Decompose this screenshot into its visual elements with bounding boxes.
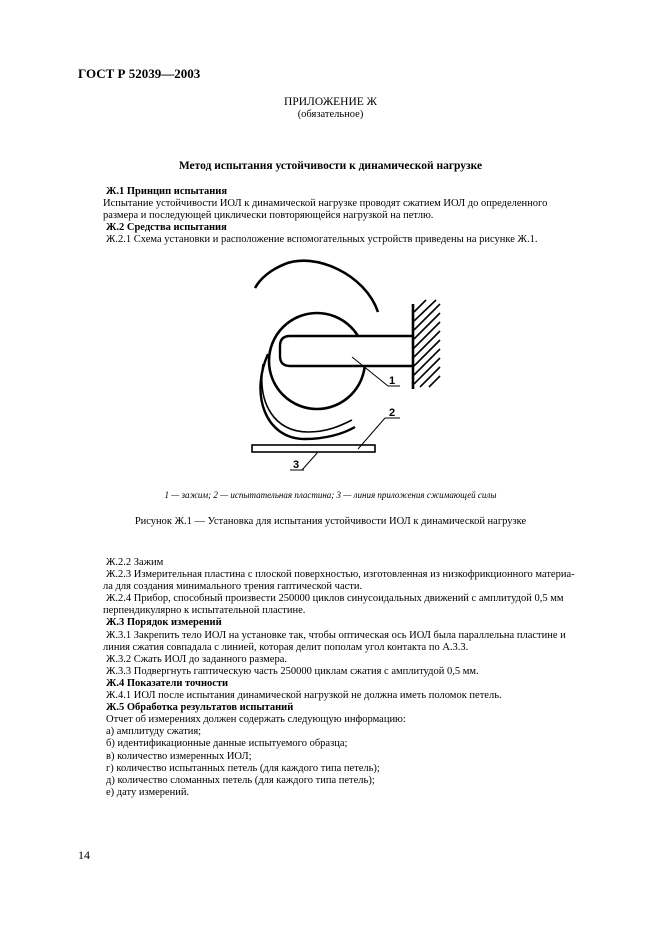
- section-1-text-line-1: Испытание устойчивости ИОЛ к динамической нагрузке проводят сжатием ИОЛ до определенного: [103, 198, 548, 210]
- page-number: 14: [78, 848, 90, 862]
- wall-hatching: [414, 300, 440, 387]
- paragraph-zh-3-2: Ж.3.2 Сжать ИОЛ до заданного размера.: [106, 653, 288, 665]
- paragraph-zh-2-4-line-2: перпендикулярно к испытательной пластине.: [103, 605, 306, 617]
- section-title: Метод испытания устойчивости к динамической нагрузке: [178, 160, 483, 172]
- section-3-heading: Ж.3 Порядок измерений: [106, 617, 222, 629]
- section-4-heading: Ж.4 Показатели точности: [106, 677, 229, 689]
- section-5-heading: Ж.5 Обработка результатов испытаний: [106, 702, 294, 714]
- section-2-continued: [103, 557, 615, 799]
- annex-title: ПРИЛОЖЕНИЕ Ж: [284, 96, 377, 108]
- list-item: а) амплитуду сжатия;: [106, 726, 202, 738]
- figure-caption: Рисунок Ж.1 — Установка для испытания устойчивости ИОЛ к динамической нагрузке: [134, 516, 527, 527]
- leader-line-3: [302, 452, 318, 470]
- clamp: [280, 336, 413, 366]
- paragraph-zh-2-1: Ж.2.1 Схема установки и расположение вспомогательных устройств приведены на рисунке Ж.1.: [106, 234, 538, 246]
- list-item: г) количество испытанных петель (для каждого типа петель);: [106, 762, 380, 774]
- figure-label-1: 1: [389, 375, 396, 387]
- paragraph-zh-2-2: Ж.2.2 Зажим: [106, 557, 164, 568]
- section-1-heading: Ж.1 Принцип испытания: [106, 186, 228, 197]
- section-1-text-line-2: размера и последующей циклически повторяющейся нагрузкой на петлю.: [103, 210, 434, 222]
- paragraph-zh-2-3-line-1: Ж.2.3 Измерительная пластина с плоской поверхностью, изготовленная из низкофрикционного материа-: [106, 569, 575, 581]
- paragraph-zh-3-1-line-2: линия сжатия совпадала с линией, которая делит пополам угол контакта по А.3.3.: [103, 641, 469, 653]
- test-plate: [252, 445, 375, 452]
- paragraph-zh-3-1-line-1: Ж.3.1 Закрепить тело ИОЛ на установке так, чтобы оптическая ось ИОЛ была параллельна пластине и: [106, 629, 566, 641]
- list-item: в) количество измеренных ИОЛ;: [106, 750, 252, 762]
- document-header: ГОСТ Р 52039—2003: [78, 66, 201, 81]
- annex-status: (обязательное): [297, 109, 364, 120]
- figure-label-2: 2: [389, 407, 396, 419]
- upper-haptic-loop: [255, 261, 378, 312]
- paragraph-zh-3-3: Ж.3.3 Подвергнуть гаптическую часть 250000 циклам сжатия с амплитудой 0,5 мм.: [106, 665, 479, 677]
- section-2-heading: Ж.2 Средства испытания: [106, 222, 227, 234]
- list-item: е) дату измерений.: [106, 786, 190, 798]
- figure-diagram: [230, 254, 460, 474]
- list-item: д) количество сломанных петель (для каждого типа петель);: [106, 774, 375, 786]
- lower-haptic-loop-inner: [262, 364, 352, 432]
- paragraph-zh-4-1: Ж.4.1 ИОЛ после испытания динамической нагрузкой не должна иметь поломок петель.: [106, 690, 502, 702]
- report-intro: Отчет об измерениях должен содержать следующую информацию:: [106, 714, 406, 726]
- section-1: [103, 186, 615, 246]
- paragraph-zh-2-3-line-2: ла для создания минимального трения гаптической части.: [103, 581, 363, 593]
- paragraph-zh-2-4-line-1: Ж.2.4 Прибор, способный произвести 250000 циклов синусоидальных движений с амплитудой 0,5 мм: [106, 593, 564, 605]
- list-item: б) идентификационные данные испытуемого образца;: [106, 738, 348, 750]
- figure-label-3: 3: [293, 459, 300, 471]
- figure-legend: 1 — зажим; 2 — испытательная пластина; 3 — линия приложения сжимающей силы: [164, 490, 497, 500]
